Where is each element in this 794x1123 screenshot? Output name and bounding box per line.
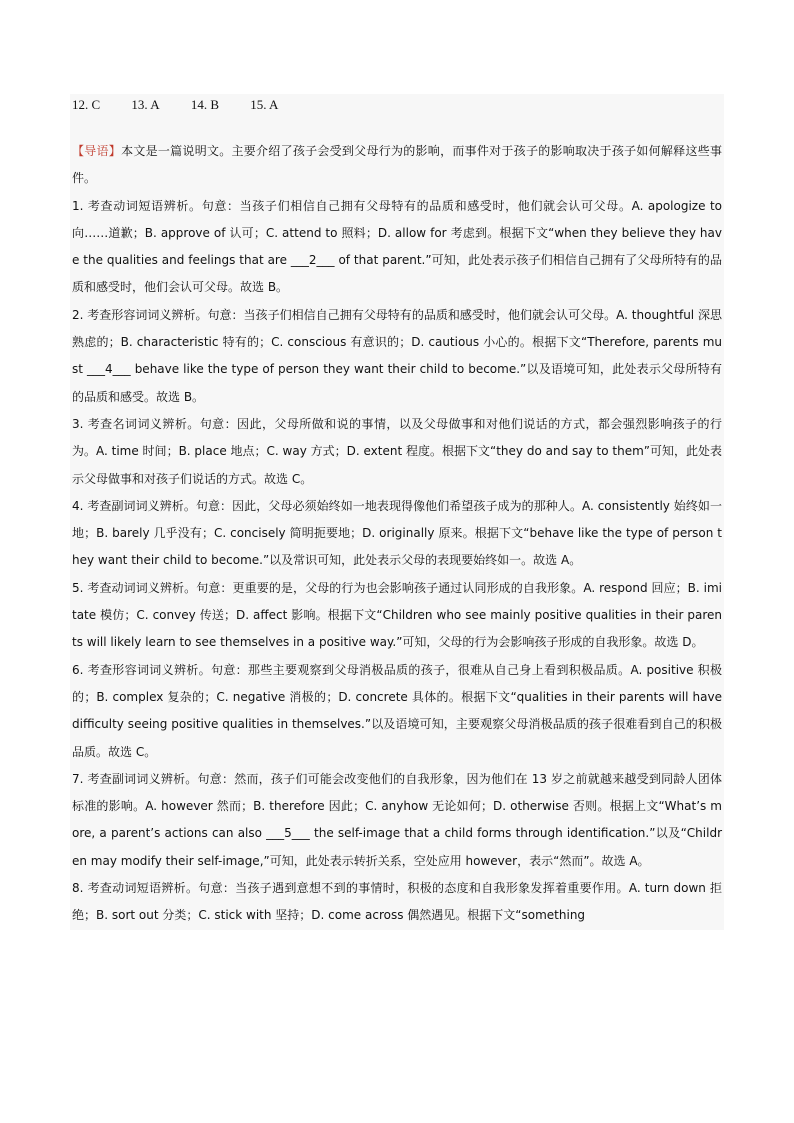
guide-text: 本文是一篇说明文。主要介绍了孩子会受到父母行为的影响，而事件对于孩子的影响取决于孩子如何解释这些事件。 [72,144,722,186]
explanation-item-3: 3. 考查名词词义辨析。句意：因此，父母所做和说的事情，以及父母做事和对他们说话的方式，都会强烈影响孩子的行为。A. time 时间；B. place 地点；C. way 方式；D. extent 程度。根据下文“they do and say to them”可知，此处表示父母做事和对孩子们说话的方式。故选 C。 [72,416,722,486]
spacer [72,116,722,138]
explanation-item-5: 5. 考查动词词义辨析。句意：更重要的是，父母的行为也会影响孩子通过认同形成的自我形象。A. respond 回应；B. imitate 模仿；C. convey 传送；D. affect 影响。根据下文“Children who see mainly positive qualities in their parents will likely learn to see themselves in a positive way.”可知，父母的行为会影响孩子形成的自我形象。故选 D。 [72,580,722,650]
explanation-item-1: 1. 考查动词短语辨析。句意：当孩子们相信自己拥有父母特有的品质和感受时，他们就会认可父母。A. apologize to 向……道歉；B. approve of 认可；C. attend to 照料；D. allow for 考虑到。根据下文“when they believe they have the qualities and feelings that are ___2___ of that parent.”可知，此处表示孩子们相信自己拥有了父母所特有的品质和感受时，他们会认可父母。故选 B。 [72,198,722,295]
explanation-item-4: 4. 考查副词词义辨析。句意：因此，父母必须始终如一地表现得像他们希望孩子成为的那种人。A. consistently 始终如一地；B. barely 几乎没有；C. concisely 简明扼要地；D. originally 原来。根据下文“behave like the type of person they want their child to become.”以及常识可知，此处表示父母的表现要始终如一。故选 A。 [72,498,722,568]
explanation-item-2: 2. 考查形容词词义辨析。句意：当孩子们相信自己拥有父母特有的品质和感受时，他们就会认可父母。A. thoughtful 深思熟虑的；B. characteristic 特有的；C. conscious 有意识的；D. cautious 小心的。根据下文“Therefore, parents must ___4___ behave like the type of person they want their child to become.”以及语境可知，此处表示父母所特有的品质和感受。故选 B。 [72,307,722,404]
guide-paragraph [72,138,722,193]
answer-15: 15. A [250,97,279,112]
explanation-item-7: 7. 考查副词词义辨析。句意：然而，孩子们可能会改变他们的自我形象，因为他们在 13 岁之前就越来越受到同龄人团体标准的影响。A. however 然而；B. therefore 因此；C. anyhow 无论如何；D. otherwise 否则。根据上文“What’s more, a parent’s actions can also ___5___ the self-image that a child forms through identification.”以及“Children may modify their self-image,”可知，此处表示转折关系，空处应用 however，表示“然而”。故选 A。 [72,771,722,868]
guide-tag: 【导语】 [72,144,122,158]
explanation-item-8: 8. 考查动词短语辨析。句意：当孩子遇到意想不到的事情时，积极的态度和自我形象发挥着重要作用。A. turn down 拒绝；B. sort out 分类；C. stick with 坚持；D. come across 偶然遇见。根据下文“something [72,881,722,923]
answer-14: 14. B [190,97,220,112]
answer-key-row [72,94,722,116]
explanation-item-6: 6. 考查形容词词义辨析。句意：那些主要观察到父母消极品质的孩子，很难从自己身上看到积极品质。A. positive 积极的；B. complex 复杂的；C. negative 消极的；D. concrete 具体的。根据下文“qualities in their parents will have difficulty seeing positive qualities in themselves.”以及语境可知，主要观察父母消极品质的孩子很难看到自己的积极品质。故选 C。 [72,662,722,759]
answer-explanation-block [70,94,724,930]
answer-13: 13. A [131,97,160,112]
answer-12: 12. C [72,97,101,112]
